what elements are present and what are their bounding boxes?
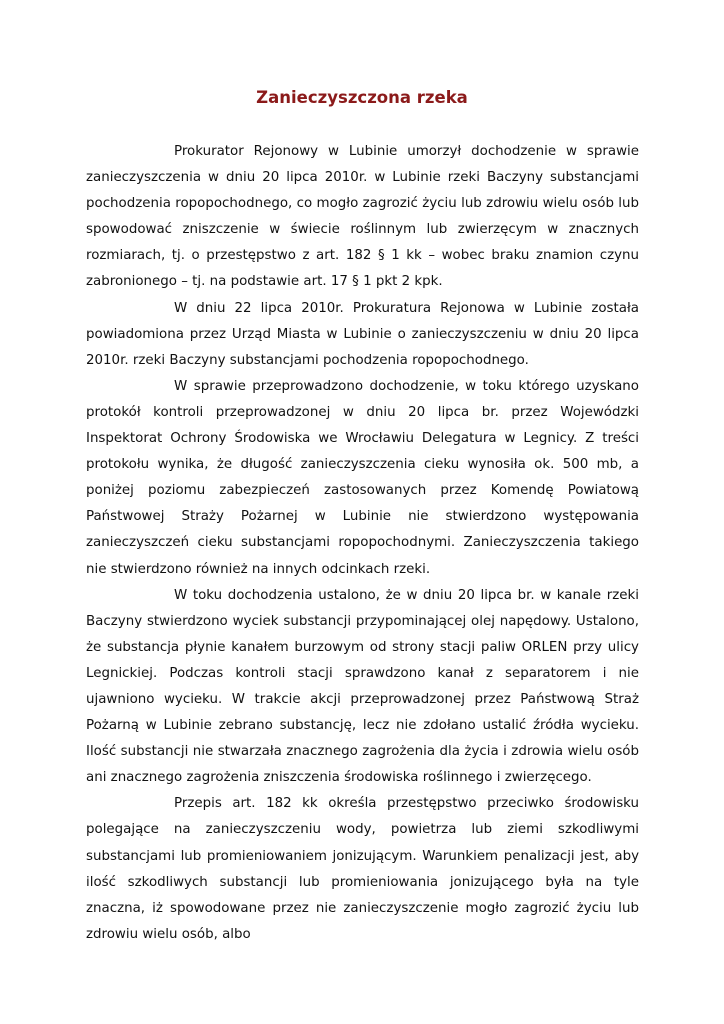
paragraph-1: Prokurator Rejonowy w Lubinie umorzył dochodzenie w sprawie zanieczyszczenia w dniu 20 lipca 2010r. w Lubinie rzeki Baczyny substancjami pochodzenia ropopochodnego, co mogło zagrozić życiu lub zdrowiu wielu osób lub spowodować zniszczenie w świecie roślinnym lub zwierzęcym w znacznych rozmiarach, tj. o przestępstwo z art. 182 § 1 kk – wobec braku znamion czynu zabronionego – tj. na podstawie art. 17 § 1 pkt 2 kpk. xyxy=(86,144,639,290)
paragraph-2: W dniu 22 lipca 2010r. Prokuratura Rejonowa w Lubinie została powiadomiona przez Urząd Miasta w Lubinie o zanieczyszczeniu w dniu 20 lipca 2010r. rzeki Baczyny substancjami pochodzenia ropopochodnego. xyxy=(86,300,639,368)
paragraph-3: W sprawie przeprowadzono dochodzenie, w toku którego uzyskano protokół kontroli przeprowadzonej w dniu 20 lipca br. przez Wojewódzki Inspektorat Ochrony Środowiska we Wrocławiu Delegatura w Legnicy. Z treści protokołu wynika, że długość zanieczyszczenia cieku wynosiła ok. 500 mb, a poniżej poziomu zabezpieczeń zastosowanych przez Komendę Powiatową Państwowej Straży Pożarnej w Lubinie nie stwierdzono występowania zanieczyszczeń cieku substancjami ropopochodnymi. Zanieczyszczenia takiego nie stwierdzono również na innych odcinkach rzeki. xyxy=(86,378,639,577)
document-body xyxy=(86,139,639,948)
paragraph-4: W toku dochodzenia ustalono, że w dniu 20 lipca br. w kanale rzeki Baczyny stwierdzono wyciek substancji przypominającej olej napędowy. Ustalono, że substancja płynie kanałem burzowym od strony stacji paliw ORLEN przy ulicy Legnickiej. Podczas kontroli stacji sprawdzono kanał z separatorem i nie ujawniono wycieku. W trakcie akcji przeprowadzonej przez Państwową Straż Pożarną w Lubinie zebrano substancję, lecz nie zdołano ustalić źródła wycieku. Ilość substancji nie stwarzała znacznego zagrożenia dla życia i zdrowia wielu osób ani znacznego zagrożenia zniszczenia środowiska roślinnego i zwierzęcego. xyxy=(86,587,639,786)
paragraph-5: Przepis art. 182 kk określa przestępstwo przeciwko środowisku polegające na zanieczyszczeniu wody, powietrza lub ziemi szkodliwymi substancjami lub promieniowaniem jonizującym. Warunkiem penalizacji jest, aby ilość szkodliwych substancji lub promieniowania jonizującego była na tyle znaczna, iż spowodowane przez nie zanieczyszczenie mogło zagrozić życiu lub zdrowiu wielu osób, albo xyxy=(86,796,639,942)
document-title: Zanieczyszczona rzeka xyxy=(256,88,468,107)
